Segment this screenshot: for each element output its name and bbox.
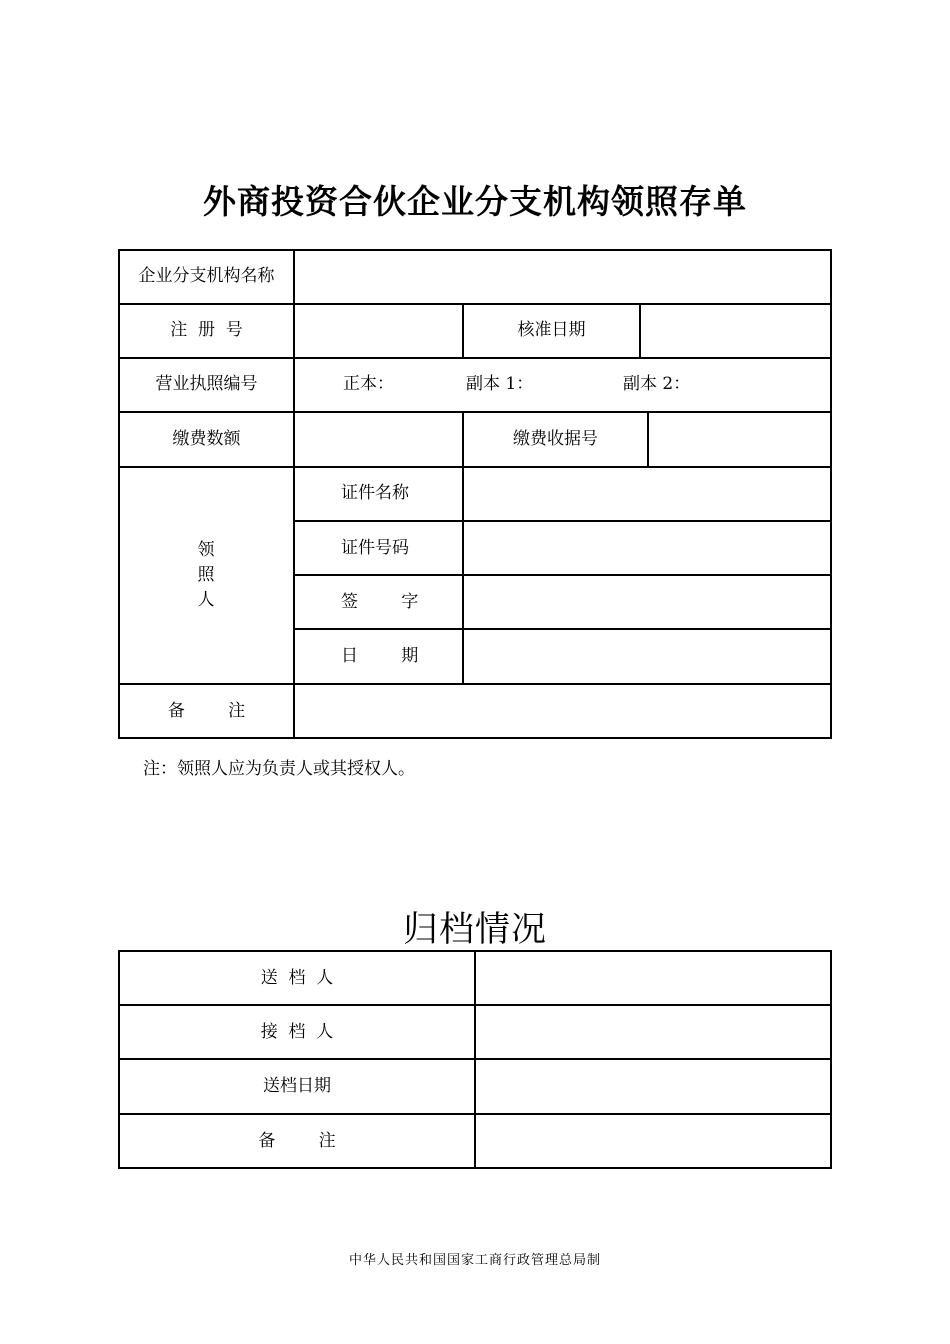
row-divider — [118, 357, 832, 359]
date-field[interactable] — [465, 630, 830, 682]
archive-date-label: 送档日期 — [263, 1076, 331, 1096]
archive-remarks-label: 备 注 — [258, 1131, 336, 1151]
reg-no-field[interactable] — [296, 305, 461, 356]
branch-name-label: 企业分支机构名称 — [138, 266, 275, 286]
form-note: 注：领照人应为负责人或其授权人。 — [143, 759, 415, 779]
signature-field[interactable] — [465, 576, 830, 627]
reg-no-label: 注 册 号 — [170, 320, 243, 340]
recipient-label — [190, 538, 222, 613]
column-divider — [462, 466, 464, 684]
original-label: 正本： — [343, 374, 394, 394]
fee-amount-label: 缴费数额 — [172, 429, 241, 449]
id-number-label: 证件号码 — [341, 538, 409, 558]
id-number-field[interactable] — [465, 522, 830, 573]
archive-title: 归档情况 — [402, 910, 547, 950]
approval-date-label: 核准日期 — [517, 320, 586, 340]
fee-amount-field[interactable] — [296, 413, 461, 465]
copy1-label: 副本 1： — [466, 374, 534, 394]
remarks-field[interactable] — [296, 685, 830, 737]
id-name-field[interactable] — [465, 468, 830, 519]
archive-remarks-field[interactable] — [477, 1115, 830, 1167]
approval-date-field[interactable] — [642, 305, 830, 356]
id-name-label: 证件名称 — [341, 483, 409, 503]
branch-name-field[interactable] — [296, 251, 830, 302]
signature-label: 签 字 — [341, 592, 419, 612]
receiver-label: 接 档 人 — [260, 1022, 334, 1042]
recipient-label-char: 照 — [197, 565, 215, 585]
archive-date-field[interactable] — [477, 1060, 830, 1112]
recipient-label-char: 领 — [197, 540, 215, 560]
fee-receipt-label: 缴费收据号 — [513, 429, 598, 449]
fee-receipt-field[interactable] — [650, 413, 830, 465]
receiver-field[interactable] — [477, 1006, 830, 1057]
footer-issuer: 中华人民共和国国家工商行政管理总局制 — [348, 1253, 601, 1268]
column-divider — [474, 950, 476, 1169]
column-divider — [639, 303, 641, 358]
date-label: 日 期 — [341, 646, 419, 666]
column-divider — [647, 411, 649, 466]
copy2-label: 副本 2： — [623, 374, 691, 394]
remarks-label: 备 注 — [167, 701, 246, 721]
recipient-label-char: 人 — [197, 590, 215, 610]
license-no-label: 营业执照编号 — [155, 374, 258, 394]
sender-label: 送 档 人 — [260, 968, 334, 988]
form-title: 外商投资合伙企业分支机构领照存单 — [203, 182, 747, 221]
sender-field[interactable] — [477, 952, 830, 1003]
column-divider — [293, 249, 295, 739]
